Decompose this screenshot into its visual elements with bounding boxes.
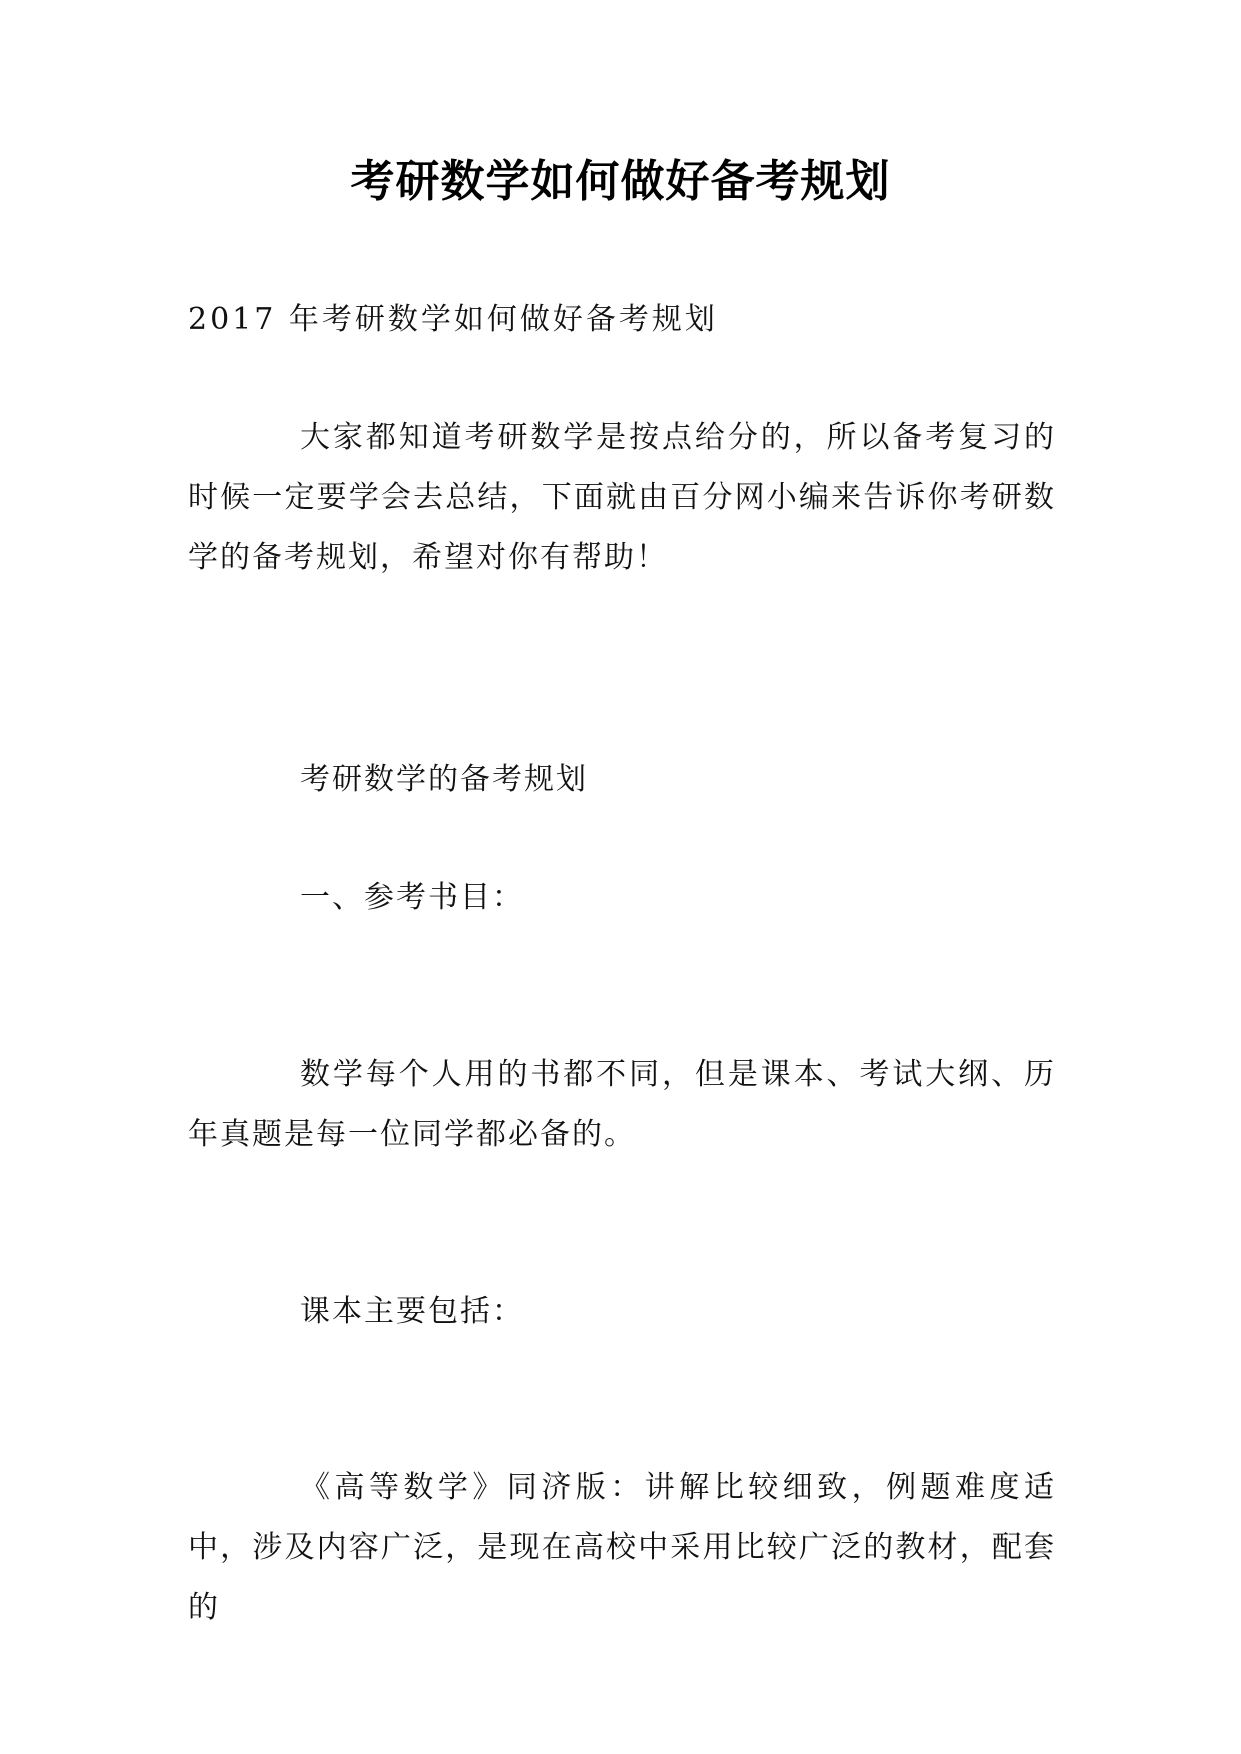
heading-reference-books: 一、参考书目： xyxy=(300,880,524,915)
intro-paragraph: 大家都知道考研数学是按点给分的，所以备考复习的时候一定要学会去总结，下面就由百分网小编来告诉你考研数学的备考规划，希望对你有帮助！ xyxy=(188,420,1056,575)
advanced-math-paragraph: 《高等数学》同济版：讲解比较细致，例题难度适中，涉及内容广泛，是现在高校中采用比较广泛的教材，配套的 xyxy=(188,1470,1056,1625)
books-paragraph: 数学每个人用的书都不同，但是课本、考试大纲、历年真题是每一位同学都必备的。 xyxy=(188,1057,1056,1152)
subtitle-paragraph: 2017 年考研数学如何做好备考规划 xyxy=(188,302,718,337)
document-title: 考研数学如何做好备考规划 xyxy=(350,156,891,207)
textbooks-paragraph: 课本主要包括： xyxy=(300,1294,524,1329)
section-title: 考研数学的备考规划 xyxy=(300,762,588,797)
